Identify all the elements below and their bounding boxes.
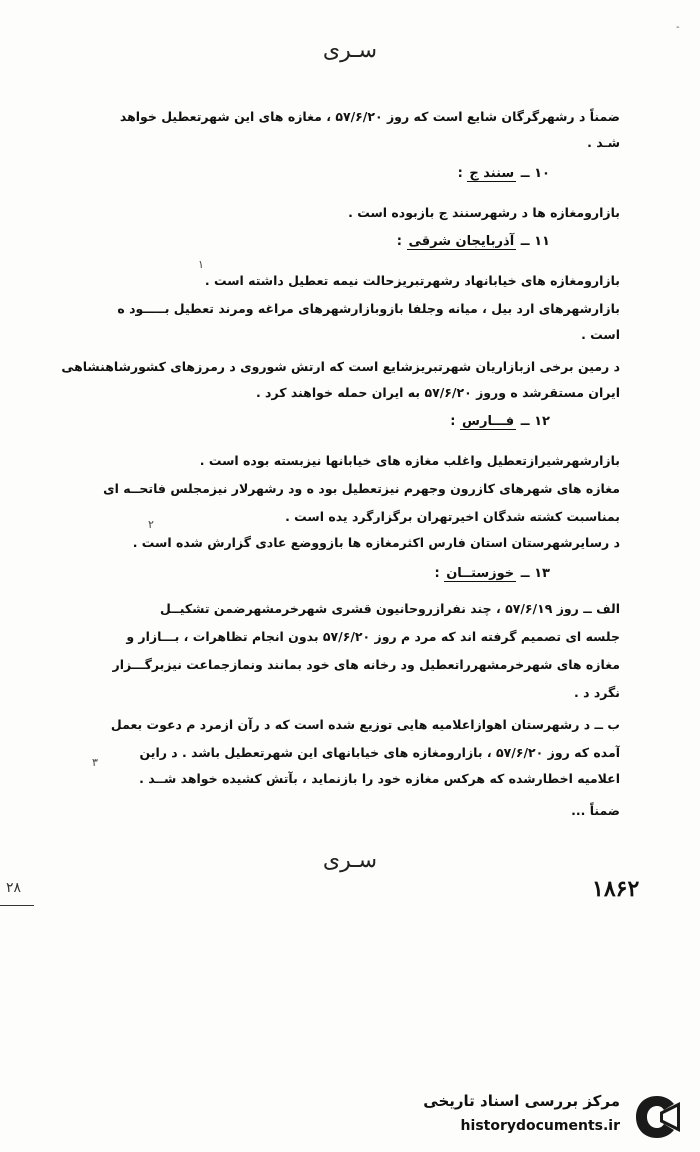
section-heading-13 [434, 566, 550, 581]
text-line: بازارشهرشیرازتعطیل واغلب مغازه های خیابانها نیزبسته بوده است . [199, 453, 620, 468]
text-line: ب ــ د رشهرستان اهوازاعلامیه هایی توزیع شده است که د رآن ازمرد م دعوت بعمل [110, 717, 620, 732]
text-line: جلسه ای تصمیم گرفته اند که مرد م روز ۵۷/۶/۲۰ بدون انجام تظاهرات ، بـــازار و [126, 629, 620, 644]
section-heading-12 [450, 414, 550, 429]
heading-title: خوزستــان [446, 566, 515, 581]
watermark-url: historydocuments.ir [460, 1118, 620, 1134]
archive-logo-icon [630, 1092, 684, 1142]
text-line: شـد . [587, 135, 620, 150]
text-line: اعلامیه اخطارشده که هرکس مغازه خود را بازنماید ، بآتش کشیده خواهد شــد . [139, 771, 620, 786]
heading-title: آذربایجان شرقی [408, 234, 515, 249]
left-margin-rule [0, 905, 34, 906]
heading-number: ۱۳ ــ [520, 566, 550, 581]
text-line: بازارشهرهای ارد بیل ، میانه وجلفا بازوبازارشهرهای مراغه ومرند تعطیل بـــــود ه [117, 301, 620, 316]
text-line: بازارومغازه های خیابانهاد رشهرتبریزحالت نیمه تعطیل داشته است . [204, 273, 620, 288]
text-line: مغازه های شهرخرمشهرراتعطیل ود رخانه های خود بمانند ونمازجماعت نیزبرگـــزار [112, 657, 620, 672]
text-line: ضمناً ... [571, 803, 620, 818]
heading-colon: : [434, 566, 440, 581]
left-margin-mark: ۲۸ [6, 880, 22, 896]
classification-header: سـری [322, 38, 378, 63]
section-heading-11 [397, 234, 550, 249]
text-line: د رمین برخی ازبازاریان شهرتبریزشایع است که ارتش شوروی د رمرزهای کشورشاهنشاهی [61, 359, 620, 374]
heading-title: سنند ج [469, 166, 515, 181]
watermark [420, 1088, 692, 1148]
text-line: الف ــ روز ۵۷/۶/۱۹ ، چند نفرازروحانیون قشری شهرخرمشهرضمن تشکیــل [160, 601, 620, 616]
heading-colon: : [450, 414, 456, 429]
text-line: بازارومغازه ها د رشهرسنند ج بازبوده است . [348, 205, 620, 220]
text-line: ضمناً د رشهرگرگان شایع است که روز ۵۷/۶/۲۰ ، مغازه های این شهرتعطیل خواهد [119, 109, 620, 124]
heading-number: ۱۰ ــ [520, 166, 550, 181]
text-line: مغازه های شهرهای کازرون وجهرم نیزتعطیل بود ه ود رشهرلار نیزمجلس فاتحــه ای [103, 481, 620, 496]
heading-number: ۱۲ ــ [520, 414, 550, 429]
watermark-name: مرکز بررسی اسناد تاریخی [423, 1092, 620, 1110]
text-line: آمده که روز ۵۷/۶/۲۰ ، بازارومغازه های خیابانهای این شهرتعطیل باشد . د راین [139, 745, 620, 760]
heading-colon: : [457, 166, 463, 181]
text-line: ایران مستقرشد ه وروز ۵۷/۶/۲۰ به ایران حمله خواهند کرد . [255, 385, 620, 400]
text-line: بمناسبت کشته شدگان اخیرتهران برگزارگرد یده است . [285, 509, 620, 524]
corner-mark: - [676, 22, 680, 33]
text-line: است . [581, 327, 620, 342]
text-line: نگرد د . [573, 685, 620, 700]
heading-colon: : [396, 234, 402, 249]
text-line: د رسایرشهرستان استان فارس اکثرمغازه ها بازووضع عادی گزارش شده است . [132, 535, 620, 550]
margin-note: ۱ [198, 258, 204, 271]
classification-footer: سـری [322, 848, 378, 873]
section-heading-10 [458, 166, 550, 181]
margin-note: ۲ [148, 518, 154, 531]
heading-number: ۱۱ ــ [520, 234, 550, 249]
heading-title: فـــارس [462, 414, 515, 429]
page-number: ۱۸۶۲ [592, 876, 640, 902]
margin-note: ۳ [92, 756, 98, 769]
